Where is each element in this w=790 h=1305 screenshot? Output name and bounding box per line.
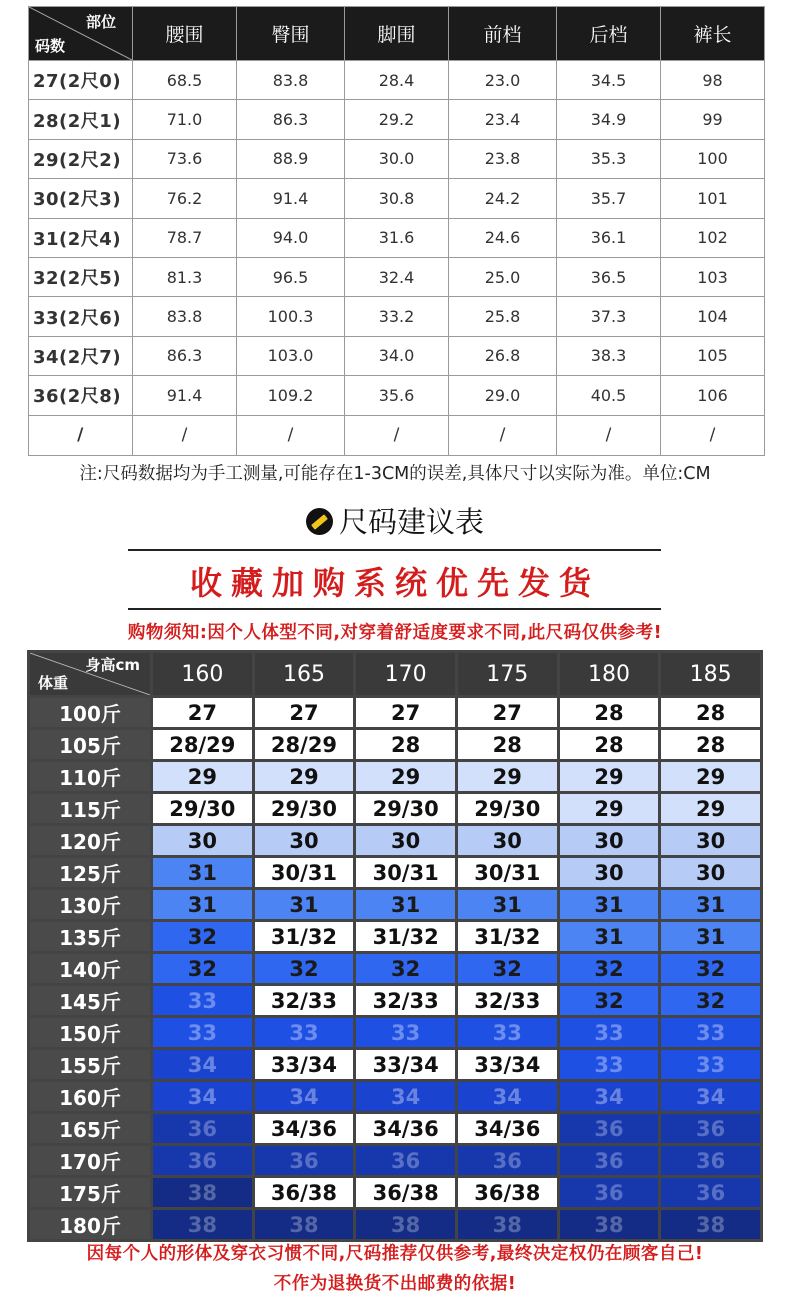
recommended-size-cell: 31 xyxy=(255,890,354,919)
measurement-value-cell: 23.0 xyxy=(449,61,557,100)
weight-row xyxy=(30,1178,760,1207)
recommended-size-cell: 30 xyxy=(458,826,557,855)
recommended-size-cell: 36/38 xyxy=(458,1178,557,1207)
recommended-size-cell: 33 xyxy=(153,1018,252,1047)
measurement-value-cell: 30.8 xyxy=(345,179,449,218)
recommended-size-cell: 29 xyxy=(661,794,760,823)
measurement-value-cell: 83.8 xyxy=(133,297,237,336)
weight-row xyxy=(30,986,760,1015)
recommended-size-cell: 33 xyxy=(661,1018,760,1047)
weight-label-cell: 135斤 xyxy=(30,922,150,951)
title-underline xyxy=(128,549,661,551)
footer-disclaimer-2: 不作为退换货不出邮费的依据! xyxy=(273,1274,517,1294)
size-label-cell: 32(2尺5) xyxy=(29,257,133,296)
measurement-value-cell: 23.8 xyxy=(449,139,557,178)
weight-label-cell: 115斤 xyxy=(30,794,150,823)
recommended-size-cell: 36 xyxy=(356,1146,455,1175)
recommended-size-cell: 29/30 xyxy=(255,794,354,823)
size-label-cell: 28(2尺1) xyxy=(29,100,133,139)
recommended-size-cell: 27 xyxy=(153,698,252,727)
measurement-row xyxy=(29,336,765,375)
recommended-size-cell: 38 xyxy=(255,1210,354,1239)
measurement-value-cell: 109.2 xyxy=(237,376,345,415)
recommended-size-cell: 30 xyxy=(560,858,659,887)
weight-label-cell: 175斤 xyxy=(30,1178,150,1207)
recommended-size-cell: 30 xyxy=(661,858,760,887)
recommended-size-cell: 28/29 xyxy=(255,730,354,759)
recommended-size-cell: 38 xyxy=(153,1178,252,1207)
weight-label-cell: 140斤 xyxy=(30,954,150,983)
height-header-160: 160 xyxy=(153,653,252,695)
weight-label-cell: 155斤 xyxy=(30,1050,150,1079)
measurement-value-cell: 24.6 xyxy=(449,218,557,257)
size-label-cell: 34(2尺7) xyxy=(29,336,133,375)
measurement-value-cell: 91.4 xyxy=(133,376,237,415)
measurement-row xyxy=(29,257,765,296)
recommended-size-cell: 30 xyxy=(560,826,659,855)
recommended-size-cell: 28 xyxy=(458,730,557,759)
column-header-front-rise: 前档 xyxy=(449,7,557,61)
recommended-size-cell: 33 xyxy=(458,1018,557,1047)
recommended-size-cell: 38 xyxy=(560,1210,659,1239)
recommended-size-cell: 36/38 xyxy=(356,1178,455,1207)
measurement-value-cell: 105 xyxy=(661,336,765,375)
recommended-size-cell: 33 xyxy=(153,986,252,1015)
recommended-size-cell: 32/33 xyxy=(255,986,354,1015)
recommended-size-cell: 36 xyxy=(661,1146,760,1175)
recommended-size-cell: 34 xyxy=(153,1050,252,1079)
recommended-size-cell: 30 xyxy=(255,826,354,855)
recommended-size-cell: 36 xyxy=(661,1178,760,1207)
recommended-size-cell: 31/32 xyxy=(255,922,354,951)
recommended-size-cell: 29 xyxy=(153,762,252,791)
weight-label-cell: 145斤 xyxy=(30,986,150,1015)
weight-label-cell: 170斤 xyxy=(30,1146,150,1175)
height-header-170: 170 xyxy=(356,653,455,695)
recommended-size-cell: 30 xyxy=(153,826,252,855)
measurement-value-cell: 37.3 xyxy=(557,297,661,336)
measurement-row xyxy=(29,179,765,218)
measurement-value-cell: 31.6 xyxy=(345,218,449,257)
measurement-value-cell: 102 xyxy=(661,218,765,257)
measurement-value-cell: 100 xyxy=(661,139,765,178)
measurement-value-cell: 30.0 xyxy=(345,139,449,178)
weight-row xyxy=(30,762,760,791)
recommended-size-cell: 32 xyxy=(661,954,760,983)
recommended-size-cell: 34 xyxy=(153,1082,252,1111)
measurement-row xyxy=(29,297,765,336)
recommended-size-cell: 31/32 xyxy=(458,922,557,951)
measurement-note: 注:尺码数据均为手工测量,可能存在1-3CM的误差,具体尺寸以实际为准。单位:CM xyxy=(79,464,711,484)
measurement-row xyxy=(29,218,765,257)
recommended-size-cell: 30/31 xyxy=(458,858,557,887)
measurement-value-cell: 32.4 xyxy=(345,257,449,296)
recommended-size-cell: 36 xyxy=(560,1146,659,1175)
measurement-row xyxy=(29,100,765,139)
recommended-size-cell: 29/30 xyxy=(153,794,252,823)
recommended-size-cell: 29 xyxy=(560,794,659,823)
weight-label-cell: 130斤 xyxy=(30,890,150,919)
measurement-row xyxy=(29,139,765,178)
measurement-value-cell: 35.3 xyxy=(557,139,661,178)
column-header-back-rise: 后档 xyxy=(557,7,661,61)
recommended-size-cell: 32 xyxy=(560,986,659,1015)
recommended-size-cell: 32 xyxy=(255,954,354,983)
corner-label-size: 码数 xyxy=(35,37,66,55)
recommended-size-cell: 32 xyxy=(153,954,252,983)
measurement-value-cell: / xyxy=(661,415,765,455)
corner-label-part: 部位 xyxy=(85,13,116,31)
recommended-size-cell: 38 xyxy=(153,1210,252,1239)
recommended-size-cell: 29 xyxy=(255,762,354,791)
recommended-size-cell: 36 xyxy=(661,1114,760,1143)
measurement-value-cell: 101 xyxy=(661,179,765,218)
size-label-cell: 29(2尺2) xyxy=(29,139,133,178)
recommended-size-cell: 38 xyxy=(661,1210,760,1239)
weight-row xyxy=(30,1146,760,1175)
measurement-value-cell: 100.3 xyxy=(237,297,345,336)
weight-label-cell: 120斤 xyxy=(30,826,150,855)
measurement-value-cell: 25.8 xyxy=(449,297,557,336)
recommended-size-cell: 27 xyxy=(255,698,354,727)
measurement-value-cell: 73.6 xyxy=(133,139,237,178)
recommended-size-cell: 33 xyxy=(356,1018,455,1047)
weight-row xyxy=(30,1114,760,1143)
measurement-value-cell: 34.5 xyxy=(557,61,661,100)
recommended-size-cell: 30 xyxy=(356,826,455,855)
recommended-size-cell: 36 xyxy=(458,1146,557,1175)
measurement-value-cell: 33.2 xyxy=(345,297,449,336)
recommended-size-cell: 36/38 xyxy=(255,1178,354,1207)
size-label-cell: 27(2尺0) xyxy=(29,61,133,100)
corner-label-height: 身高cm xyxy=(85,656,140,674)
recommended-size-cell: 36 xyxy=(560,1178,659,1207)
recommended-size-cell: 36 xyxy=(153,1114,252,1143)
weight-row xyxy=(30,922,760,951)
measurement-value-cell: 23.4 xyxy=(449,100,557,139)
height-header-row xyxy=(30,653,760,695)
recommended-size-cell: 33/34 xyxy=(458,1050,557,1079)
recommended-size-cell: 30 xyxy=(661,826,760,855)
recommended-size-cell: 30/31 xyxy=(356,858,455,887)
measurement-value-cell: 29.2 xyxy=(345,100,449,139)
recommended-size-cell: 31 xyxy=(560,890,659,919)
grid-corner-cell xyxy=(30,653,150,695)
measurement-value-cell: 83.8 xyxy=(237,61,345,100)
recommended-size-cell: 28 xyxy=(661,698,760,727)
recommended-size-cell: 29 xyxy=(356,762,455,791)
measurement-value-cell: 40.5 xyxy=(557,376,661,415)
measurement-value-cell: 104 xyxy=(661,297,765,336)
measurement-row xyxy=(29,61,765,100)
measurement-value-cell: 35.7 xyxy=(557,179,661,218)
measurement-value-cell: / xyxy=(237,415,345,455)
column-header-leg-opening: 脚围 xyxy=(345,7,449,61)
recommended-size-cell: 33 xyxy=(661,1050,760,1079)
weight-row xyxy=(30,1082,760,1111)
weight-label-cell: 150斤 xyxy=(30,1018,150,1047)
measurement-value-cell: 34.9 xyxy=(557,100,661,139)
measurement-row xyxy=(29,415,765,455)
measurement-value-cell: 94.0 xyxy=(237,218,345,257)
recommended-size-cell: 34/36 xyxy=(356,1114,455,1143)
recommended-size-cell: 36 xyxy=(255,1146,354,1175)
measurement-value-cell: 26.8 xyxy=(449,336,557,375)
footer-disclaimer-1: 因每个人的形体及穿衣习惯不同,尺码推荐仅供参考,最终决定权仍在顾客自己! xyxy=(86,1244,704,1264)
weight-row xyxy=(30,794,760,823)
measurement-value-cell: / xyxy=(345,415,449,455)
measurement-table xyxy=(28,6,765,456)
recommended-size-cell: 27 xyxy=(458,698,557,727)
ruler-icon xyxy=(306,508,333,535)
height-header-180: 180 xyxy=(560,653,659,695)
weight-row xyxy=(30,730,760,759)
measurement-value-cell: 99 xyxy=(661,100,765,139)
measurement-value-cell: 81.3 xyxy=(133,257,237,296)
height-header-175: 175 xyxy=(458,653,557,695)
recommended-size-cell: 33/34 xyxy=(255,1050,354,1079)
recommended-size-cell: 34 xyxy=(560,1082,659,1111)
weight-label-cell: 165斤 xyxy=(30,1114,150,1143)
recommended-size-cell: 33 xyxy=(255,1018,354,1047)
measurement-value-cell: / xyxy=(557,415,661,455)
weight-row xyxy=(30,890,760,919)
shopping-notice: 购物须知:因个人体型不同,对穿着舒适度要求不同,此尺码仅供参考! xyxy=(127,623,663,643)
measurement-value-cell: 34.0 xyxy=(345,336,449,375)
measurement-value-cell: 106 xyxy=(661,376,765,415)
recommended-size-cell: 34 xyxy=(661,1082,760,1111)
recommendation-body xyxy=(30,698,760,1239)
size-label-cell: 30(2尺3) xyxy=(29,179,133,218)
weight-label-cell: 110斤 xyxy=(30,762,150,791)
measurement-value-cell: 76.2 xyxy=(133,179,237,218)
recommended-size-cell: 32 xyxy=(458,954,557,983)
measurement-value-cell: 91.4 xyxy=(237,179,345,218)
measurement-row xyxy=(29,376,765,415)
measurement-value-cell: 78.7 xyxy=(133,218,237,257)
promo-banner: 收藏加购系统优先发货 xyxy=(189,564,600,602)
measurement-value-cell: 28.4 xyxy=(345,61,449,100)
recommended-size-cell: 31 xyxy=(153,890,252,919)
recommended-size-cell: 28/29 xyxy=(153,730,252,759)
weight-row xyxy=(30,858,760,887)
measurement-value-cell: 86.3 xyxy=(237,100,345,139)
measurement-value-cell: 38.3 xyxy=(557,336,661,375)
weight-label-cell: 100斤 xyxy=(30,698,150,727)
height-header-185: 185 xyxy=(661,653,760,695)
recommended-size-cell: 30/31 xyxy=(255,858,354,887)
suggestion-title: 尺码建议表 xyxy=(338,505,484,539)
recommended-size-cell: 34 xyxy=(255,1082,354,1111)
recommended-size-cell: 33 xyxy=(560,1018,659,1047)
weight-label-cell: 125斤 xyxy=(30,858,150,887)
recommended-size-cell: 29 xyxy=(661,762,760,791)
recommended-size-cell: 34 xyxy=(356,1082,455,1111)
measurement-value-cell: 98 xyxy=(661,61,765,100)
recommended-size-cell: 38 xyxy=(458,1210,557,1239)
recommended-size-cell: 31 xyxy=(153,858,252,887)
recommended-size-cell: 29 xyxy=(458,762,557,791)
weight-row xyxy=(30,954,760,983)
weight-label-cell: 105斤 xyxy=(30,730,150,759)
recommended-size-cell: 32 xyxy=(560,954,659,983)
recommended-size-cell: 28 xyxy=(560,730,659,759)
measurement-value-cell: / xyxy=(133,415,237,455)
recommended-size-cell: 28 xyxy=(356,730,455,759)
recommended-size-cell: 29/30 xyxy=(458,794,557,823)
recommended-size-cell: 36 xyxy=(560,1114,659,1143)
weight-label-cell: 160斤 xyxy=(30,1082,150,1111)
recommended-size-cell: 32 xyxy=(356,954,455,983)
recommended-size-cell: 32/33 xyxy=(458,986,557,1015)
weight-row xyxy=(30,1050,760,1079)
measurement-value-cell: / xyxy=(449,415,557,455)
measurement-value-cell: 24.2 xyxy=(449,179,557,218)
recommended-size-cell: 28 xyxy=(661,730,760,759)
recommended-size-cell: 31 xyxy=(356,890,455,919)
measurement-value-cell: 35.6 xyxy=(345,376,449,415)
size-label-cell: 33(2尺6) xyxy=(29,297,133,336)
measurement-value-cell: 36.5 xyxy=(557,257,661,296)
weight-row xyxy=(30,698,760,727)
banner-underline xyxy=(128,608,661,610)
measurement-corner-cell xyxy=(29,7,133,61)
recommended-size-cell: 31 xyxy=(458,890,557,919)
measurement-body xyxy=(29,61,765,456)
weight-label-cell: 180斤 xyxy=(30,1210,150,1239)
recommended-size-cell: 34/36 xyxy=(255,1114,354,1143)
size-label-cell: 31(2尺4) xyxy=(29,218,133,257)
measurement-value-cell: 96.5 xyxy=(237,257,345,296)
suggestion-title-row xyxy=(0,500,790,542)
measurement-value-cell: 36.1 xyxy=(557,218,661,257)
measurement-value-cell: 29.0 xyxy=(449,376,557,415)
measurement-value-cell: 86.3 xyxy=(133,336,237,375)
recommended-size-cell: 38 xyxy=(356,1210,455,1239)
corner-label-weight: 体重 xyxy=(38,674,69,692)
recommended-size-cell: 32/33 xyxy=(356,986,455,1015)
recommended-size-cell: 29/30 xyxy=(356,794,455,823)
measurement-value-cell: 71.0 xyxy=(133,100,237,139)
recommended-size-cell: 29 xyxy=(560,762,659,791)
recommended-size-cell: 34/36 xyxy=(458,1114,557,1143)
measurement-value-cell: 25.0 xyxy=(449,257,557,296)
recommended-size-cell: 28 xyxy=(560,698,659,727)
measurement-header-row xyxy=(29,7,765,61)
recommended-size-cell: 31 xyxy=(560,922,659,951)
weight-row xyxy=(30,826,760,855)
recommended-size-cell: 34 xyxy=(458,1082,557,1111)
height-header-165: 165 xyxy=(255,653,354,695)
size-label-cell: / xyxy=(29,415,133,455)
recommended-size-cell: 32 xyxy=(661,986,760,1015)
weight-row xyxy=(30,1210,760,1239)
recommended-size-cell: 31 xyxy=(661,922,760,951)
weight-row xyxy=(30,1018,760,1047)
measurement-value-cell: 103 xyxy=(661,257,765,296)
column-header-length: 裤长 xyxy=(661,7,765,61)
recommended-size-cell: 36 xyxy=(153,1146,252,1175)
recommended-size-cell: 32 xyxy=(153,922,252,951)
recommended-size-cell: 33/34 xyxy=(356,1050,455,1079)
measurement-value-cell: 68.5 xyxy=(133,61,237,100)
measurement-value-cell: 88.9 xyxy=(237,139,345,178)
recommended-size-cell: 33 xyxy=(560,1050,659,1079)
measurement-value-cell: 103.0 xyxy=(237,336,345,375)
recommended-size-cell: 27 xyxy=(356,698,455,727)
column-header-waist: 腰围 xyxy=(133,7,237,61)
column-header-hip: 臀围 xyxy=(237,7,345,61)
size-recommendation-grid xyxy=(27,650,763,1242)
recommended-size-cell: 31/32 xyxy=(356,922,455,951)
recommended-size-cell: 31 xyxy=(661,890,760,919)
size-label-cell: 36(2尺8) xyxy=(29,376,133,415)
